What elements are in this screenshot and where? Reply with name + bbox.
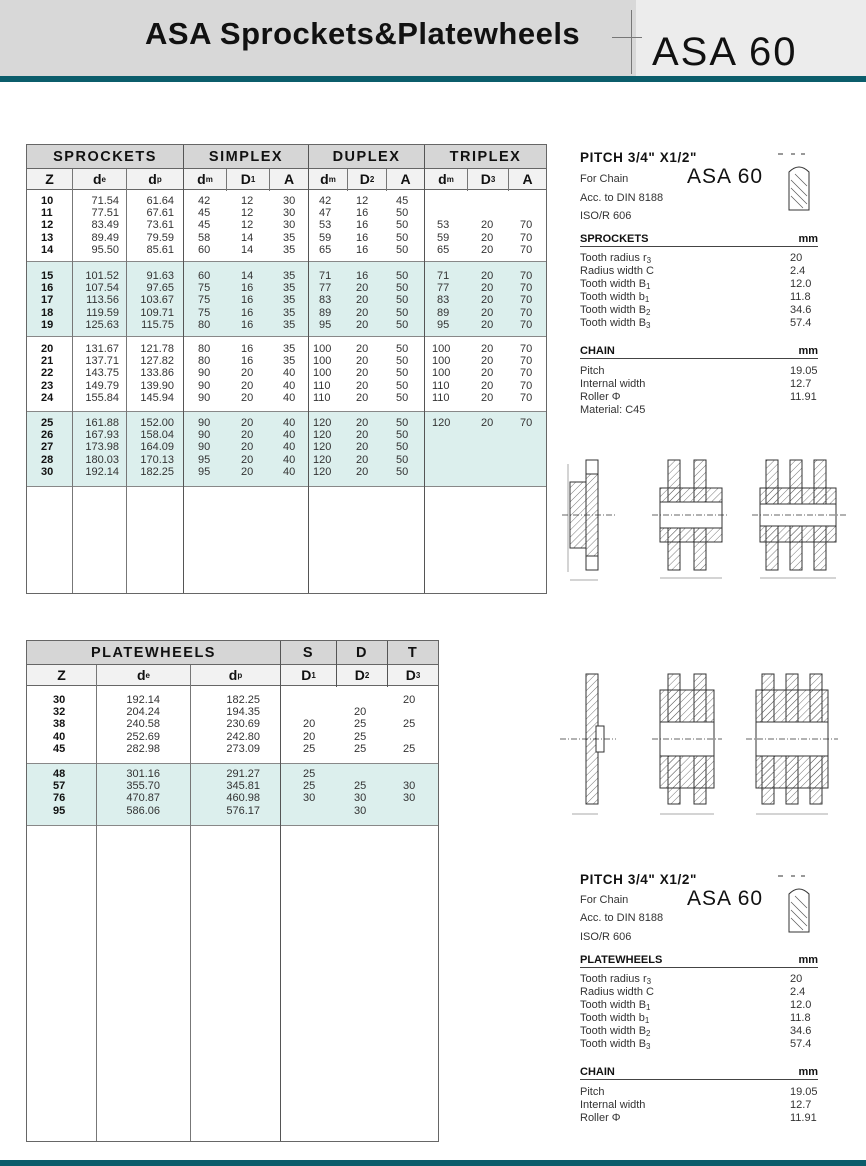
cell-de: 192.14 204.24 240.58 252.69 282.98 — [126, 694, 160, 755]
group-duplex: DUPLEX — [332, 148, 401, 165]
footer-rule — [0, 1160, 866, 1166]
header-rule — [0, 76, 866, 82]
col-d1: D 1 — [301, 667, 316, 683]
row-group-separator — [27, 825, 438, 826]
platewheels-table — [26, 640, 439, 1142]
cell-de: 161.88 167.93 173.98 180.03 192.14 — [85, 417, 119, 478]
pitch-label: PITCH 3/4" X1/2" — [580, 150, 697, 165]
for-chain-label: For Chain — [580, 894, 629, 906]
header-divider-tick — [612, 37, 642, 38]
cell-triplex-a: 70 — [520, 417, 533, 429]
col-divider — [96, 665, 97, 1141]
sprockets-column-header — [27, 169, 546, 190]
group-t: T — [407, 644, 419, 661]
cell-de: 131.67 137.71 143.75 149.79 155.84 — [85, 343, 119, 404]
tooth-profile-icon — [775, 872, 817, 934]
sprockets-group-header — [27, 145, 546, 169]
pitch-label: PITCH 3/4" X1/2" — [580, 872, 697, 887]
spec-row: Radius width C 2.4 — [580, 265, 806, 277]
col-triplex-a: A — [522, 171, 533, 187]
spec-row: Tooth width $b_1$ 11.8 — [580, 1012, 811, 1025]
cell-triplex-dm: 53 59 65 — [437, 219, 450, 256]
cell-d3: 20 25 25 — [403, 694, 416, 755]
col-divider — [126, 169, 127, 593]
cell-duplex-dm: 71 77 83 89 95 — [319, 270, 332, 331]
spec-row: Roller Φ 11.91 — [580, 391, 817, 403]
section-heading-chain: CHAIN mm — [580, 1066, 818, 1078]
tooth-profile-icon — [775, 150, 817, 212]
group-divider — [387, 641, 388, 687]
cell-duplex-dm: 100 100 100 110 110 — [313, 343, 332, 404]
cell-dp: 291.27 345.81 460.98 576.17 — [226, 768, 260, 817]
cell-triplex-dm: 71 77 83 89 95 — [437, 270, 450, 331]
cell-triplex-a: 70 70 70 — [520, 219, 533, 256]
sprocket-triplex-drawing — [752, 460, 846, 578]
cell-simplex-dm: 80 80 90 90 90 — [198, 343, 211, 404]
group-divider — [308, 145, 309, 593]
iso-label: ISO/R 606 — [580, 931, 632, 943]
col-d2: D 2 — [354, 667, 370, 683]
row-group-separator — [27, 261, 546, 262]
spec-row: Tooth radius $r_3$ 20 — [580, 973, 803, 986]
cell-triplex-a: 70 70 70 70 70 — [520, 343, 533, 404]
platewheels-column-header — [27, 665, 438, 686]
col-divider — [386, 169, 387, 191]
din-label: Acc. to DIN 8188 — [580, 192, 664, 204]
cell-simplex-a: 30 30 30 35 35 — [283, 195, 296, 256]
cell-simplex-d1: 14 16 16 16 16 — [241, 270, 254, 331]
cell-d1: 25 25 30 — [303, 768, 316, 805]
cell-triplex-dm: 100 100 100 110 110 — [432, 343, 451, 404]
cell-z: 10 11 12 13 14 — [41, 195, 54, 256]
cell-simplex-a: 35 35 40 40 40 — [283, 343, 296, 404]
cell-duplex-dm: 120 120 120 120 120 — [313, 417, 332, 478]
platewheel-duplex-drawing — [652, 674, 722, 814]
chain-code: ASA 60 — [687, 165, 764, 188]
cell-dp: 182.25 194.35 230.69 242.80 273.09 — [226, 694, 260, 755]
col-divider — [72, 169, 73, 593]
cell-d1: 20 20 25 — [303, 718, 316, 755]
col-divider — [347, 169, 348, 191]
col-simplex-dm: d m — [197, 171, 213, 187]
col-z: Z — [45, 171, 54, 187]
col-z: Z — [57, 667, 66, 683]
col-triplex-dm: d m — [438, 171, 454, 187]
group-d: D — [356, 644, 368, 661]
col-d3: D 3 — [405, 667, 421, 683]
group-divider — [183, 145, 184, 593]
cell-dp: 61.64 67.61 73.61 79.59 85.61 — [146, 195, 174, 256]
spec-row: Internal width 12.7 — [580, 1099, 812, 1111]
cell-simplex-dm: 90 90 90 95 95 — [198, 417, 211, 478]
platewheel-triplex-drawing — [746, 674, 838, 814]
spec-row: Tooth width $B_2$ 34.6 — [580, 304, 812, 317]
material-label: Material: C45 — [580, 404, 646, 416]
spec-row: Pitch 19.05 — [580, 1086, 818, 1098]
spec-row: Tooth width $B_1$ 12.0 — [580, 999, 812, 1012]
group-divider — [336, 641, 337, 687]
spec-row: Tooth width $B_3$ 57.4 — [580, 317, 812, 330]
cell-dp: 121.78 127.82 133.86 139.90 145.94 — [140, 343, 174, 404]
spec-row: Tooth width $b_1$ 11.8 — [580, 291, 811, 304]
cell-de: 301.16 355.70 470.87 586.06 — [126, 768, 160, 817]
col-de: d e — [136, 667, 150, 683]
col-dp: d p — [148, 171, 162, 187]
cell-de: 71.54 77.51 83.49 89.49 95.50 — [91, 195, 119, 256]
section-heading-sprockets: SPROCKETS mm — [580, 233, 818, 245]
col-triplex-d3: D 3 — [480, 171, 496, 187]
cell-simplex-a: 40 40 40 40 40 — [283, 417, 296, 478]
col-de: d e — [92, 171, 106, 187]
col-simplex-d1: D 1 — [240, 171, 256, 187]
spec-row: Tooth width $B_2$ 34.6 — [580, 1025, 812, 1038]
col-simplex-a: A — [283, 171, 295, 187]
spec-row: Roller Φ 11.91 — [580, 1112, 817, 1124]
spec-row: Radius width C 2.4 — [580, 986, 806, 998]
sprocket-drawings — [556, 452, 856, 588]
cell-triplex-d3: 20 20 20 — [481, 219, 494, 256]
spec-row: Tooth width $B_3$ 57.4 — [580, 1038, 812, 1051]
cell-duplex-a: 50 50 50 50 50 — [396, 343, 409, 404]
cell-duplex-a: 50 50 50 50 50 — [396, 270, 409, 331]
platewheel-drawings — [556, 664, 856, 824]
page-title: ASA Sprockets&Platewheels — [145, 16, 581, 51]
section-heading-chain: CHAIN mm — [580, 345, 818, 357]
cell-z: 30 32 38 40 45 — [53, 694, 66, 755]
col-duplex-dm: d m — [320, 171, 336, 187]
cell-triplex-dm: 120 — [432, 417, 451, 429]
cell-simplex-dm: 60 75 75 75 80 — [198, 270, 211, 331]
chain-code: ASA 60 — [687, 887, 764, 910]
cell-de: 101.52 107.54 113.56 119.59 125.63 — [85, 270, 119, 331]
platewheel-simplex-drawing — [560, 674, 616, 814]
col-divider — [269, 169, 270, 191]
for-chain-label: For Chain — [580, 173, 629, 185]
iso-label: ISO/R 606 — [580, 210, 632, 222]
col-duplex-d2: D 2 — [359, 171, 375, 187]
cell-triplex-a: 70 70 70 70 70 — [520, 270, 533, 331]
cell-z: 48 57 76 95 — [53, 768, 66, 817]
cell-simplex-a: 35 35 35 35 35 — [283, 270, 296, 331]
cell-triplex-d3: 20 20 20 20 20 — [481, 343, 494, 404]
col-divider — [508, 169, 509, 191]
cell-simplex-d1: 16 16 20 20 20 — [241, 343, 254, 404]
col-divider — [226, 169, 227, 191]
group-divider — [280, 641, 281, 1141]
header-divider — [631, 10, 632, 74]
sprockets-table — [26, 144, 547, 594]
cell-z: 15 16 17 18 19 — [41, 270, 54, 331]
cell-z: 25 26 27 28 30 — [41, 417, 54, 478]
group-divider — [424, 145, 425, 593]
din-label: Acc. to DIN 8188 — [580, 912, 664, 924]
sprocket-simplex-drawing — [562, 460, 616, 580]
row-group-separator — [27, 336, 546, 337]
cell-dp: 91.63 97.65 103.67 109.71 115.75 — [140, 270, 174, 331]
cell-duplex-d2: 20 20 20 20 20 — [356, 417, 369, 478]
cell-dp: 152.00 158.04 164.09 170.13 182.25 — [140, 417, 174, 478]
spec-row: Pitch 19.05 — [580, 365, 818, 377]
cell-z: 20 21 22 23 24 — [41, 343, 54, 404]
cell-duplex-a: 50 50 50 50 50 — [396, 417, 409, 478]
spec-row: Tooth width $B_1$ 12.0 — [580, 278, 812, 291]
row-group-separator — [27, 486, 546, 487]
cell-simplex-dm: 42 45 45 58 60 — [198, 195, 211, 256]
sprocket-duplex-drawing — [652, 460, 728, 578]
cell-d2: 25 30 30 — [354, 780, 367, 817]
group-s: S — [302, 644, 315, 661]
spec-row: Tooth radius $r_3$ 20 — [580, 252, 803, 265]
cell-simplex-d1: 20 20 20 20 20 — [241, 417, 254, 478]
spec-platewheels — [580, 872, 820, 1132]
cell-duplex-d2: 16 20 20 20 20 — [356, 270, 369, 331]
col-duplex-a: A — [400, 171, 411, 187]
group-platewheels: PLATEWHEELS — [91, 644, 216, 661]
cell-triplex-d3: 20 — [481, 417, 494, 429]
cell-d2: 20 25 25 25 — [354, 706, 367, 755]
group-sprockets: SPROCKETS — [53, 148, 157, 165]
row-group-separator — [27, 763, 438, 764]
chain-code-title: ASA 60 — [652, 30, 798, 74]
col-divider — [190, 665, 191, 1141]
group-triplex: TRIPLEX — [449, 148, 522, 165]
cell-duplex-a: 45 50 50 50 50 — [396, 195, 409, 256]
cell-triplex-d3: 20 20 20 20 20 — [481, 270, 494, 331]
section-heading-platewheels: PLATEWHEELS mm — [580, 954, 818, 966]
col-divider — [467, 169, 468, 191]
cell-d3: 30 30 — [403, 780, 416, 805]
cell-duplex-dm: 42 47 53 59 65 — [319, 195, 332, 256]
cell-duplex-d2: 12 16 16 16 16 — [356, 195, 369, 256]
cell-simplex-d1: 12 12 12 14 14 — [241, 195, 254, 256]
col-dp: d p — [228, 667, 243, 683]
spec-sprockets — [580, 150, 820, 420]
spec-row: Internal width 12.7 — [580, 378, 812, 390]
platewheels-group-header — [27, 641, 438, 665]
row-group-separator — [27, 411, 546, 412]
cell-duplex-d2: 20 20 20 20 20 — [356, 343, 369, 404]
group-simplex: SIMPLEX — [208, 148, 284, 165]
